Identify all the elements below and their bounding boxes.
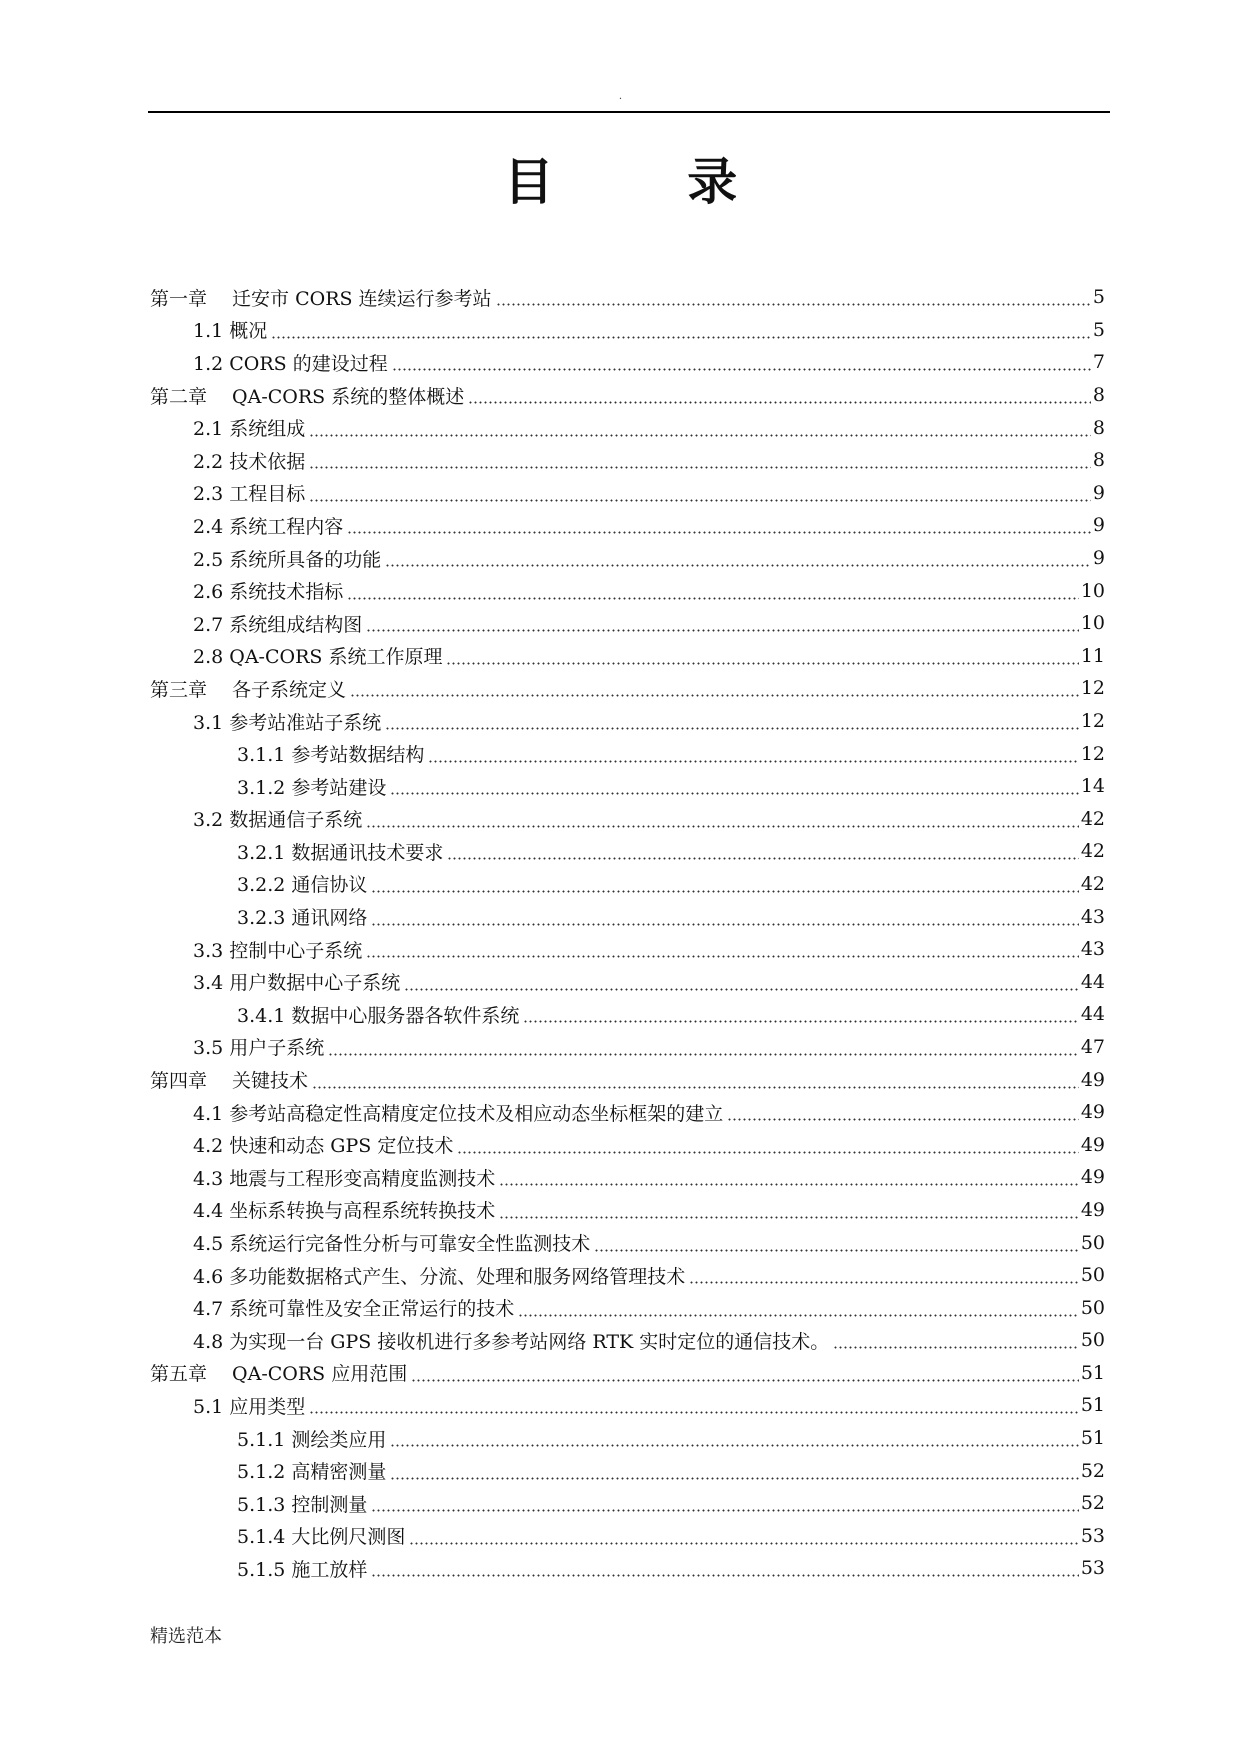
toc-leader-dots [468, 388, 1091, 408]
toc-leader-dots [404, 975, 1079, 995]
toc-entry[interactable] [150, 444, 1105, 477]
toc-entry-page: 9 [1092, 481, 1105, 504]
toc-entry[interactable] [150, 1096, 1105, 1129]
toc-entry-page: 11 [1080, 644, 1105, 667]
toc-leader-dots [366, 812, 1079, 832]
toc-entry[interactable] [150, 868, 1105, 901]
toc-entry-label: 3.2.3 通讯网络 [237, 907, 368, 930]
toc-leader-dots [496, 290, 1091, 310]
toc-entry-page: 14 [1080, 775, 1105, 798]
toc-leader-dots [312, 1073, 1079, 1093]
toc-entry[interactable] [150, 835, 1105, 868]
toc-leader-dots [385, 714, 1079, 734]
toc-entry-page: 52 [1080, 1459, 1105, 1482]
toc-entry[interactable] [150, 737, 1105, 770]
toc-leader-dots [446, 649, 1078, 669]
toc-entry-page: 49 [1080, 1101, 1105, 1124]
toc-entry-page: 43 [1080, 905, 1105, 928]
toc-entry-page: 49 [1080, 1198, 1105, 1221]
toc-entry-label: 2.7 系统组成结构图 [193, 613, 363, 636]
toc-entry-label: 2.6 系统技术指标 [193, 581, 344, 604]
toc-entry-label: 4.3 地震与工程形变高精度监测技术 [193, 1167, 496, 1190]
toc-entry-page: 42 [1080, 872, 1105, 895]
toc-entry[interactable] [150, 1259, 1105, 1292]
toc-leader-dots [523, 1007, 1078, 1027]
toc-entry-page: 5 [1092, 318, 1105, 341]
toc-leader-dots [447, 844, 1078, 864]
toc-entry-page: 5 [1092, 286, 1105, 309]
toc-entry-label: 5.1.5 施工放样 [237, 1558, 368, 1581]
toc-entry-page: 8 [1092, 449, 1105, 472]
toc-entry-page: 50 [1080, 1264, 1105, 1287]
toc-entry-page: 53 [1080, 1524, 1105, 1547]
toc-leader-dots [385, 551, 1091, 571]
toc-entry[interactable] [150, 509, 1105, 542]
toc-entry[interactable] [150, 1031, 1105, 1064]
toc-entry-page: 50 [1080, 1296, 1105, 1319]
toc-entry-label: 3.1.2 参考站建设 [237, 776, 387, 799]
toc-entry-label: 3.2.1 数据通讯技术要求 [237, 841, 444, 864]
toc-entry-label: 5.1.3 控制测量 [237, 1493, 368, 1516]
toc-entry-page: 53 [1080, 1557, 1105, 1580]
page-title: 目 录 [503, 152, 796, 211]
toc-leader-dots [371, 1561, 1078, 1581]
toc-entry[interactable] [150, 411, 1105, 444]
toc-entry[interactable] [150, 314, 1105, 347]
toc-entry[interactable] [150, 933, 1105, 966]
toc-leader-dots [689, 1268, 1079, 1288]
toc-entry[interactable] [150, 998, 1105, 1031]
toc-entry-label: 2.5 系统所具备的功能 [193, 548, 382, 571]
toc-entry[interactable] [150, 1357, 1105, 1390]
toc-leader-dots [366, 942, 1079, 962]
toc-entry-label: 3.4.1 数据中心服务器各软件系统 [237, 1004, 520, 1027]
toc-entry[interactable] [150, 1291, 1105, 1324]
toc-entry-label: 4.7 系统可靠性及安全正常运行的技术 [193, 1298, 515, 1321]
toc-entry[interactable] [150, 1063, 1105, 1096]
toc-entry-label: 第五章 QA-CORS 应用范围 [150, 1363, 408, 1386]
toc-entry[interactable] [150, 672, 1105, 705]
toc-entry-page: 49 [1080, 1133, 1105, 1156]
toc-entry[interactable] [150, 281, 1105, 314]
toc-entry-label: 1.1 概况 [193, 320, 268, 343]
toc-entry-page: 49 [1080, 1166, 1105, 1189]
toc-leader-dots [390, 1431, 1078, 1451]
toc-leader-dots [366, 616, 1079, 636]
toc-entry-label: 4.6 多功能数据格式产生、分流、处理和服务网络管理技术 [193, 1265, 686, 1288]
toc-entry-label: 5.1.4 大比例尺测图 [237, 1526, 406, 1549]
toc-entry-page: 42 [1080, 840, 1105, 863]
toc-entry[interactable] [150, 1454, 1105, 1487]
toc-leader-dots [347, 584, 1079, 604]
table-of-contents [150, 281, 1105, 1585]
toc-entry[interactable] [150, 770, 1105, 803]
toc-entry[interactable] [150, 1389, 1105, 1422]
toc-entry-label: 3.2 数据通信子系统 [193, 809, 363, 832]
toc-entry-page: 12 [1080, 677, 1105, 700]
toc-entry-label: 2.8 QA-CORS 系统工作原理 [193, 646, 443, 669]
toc-entry[interactable] [150, 1226, 1105, 1259]
toc-entry[interactable] [150, 803, 1105, 836]
toc-leader-dots [457, 1138, 1078, 1158]
toc-leader-dots [409, 1529, 1078, 1549]
toc-entry-label: 3.1.1 参考站数据结构 [237, 744, 425, 767]
toc-entry-page: 44 [1080, 1003, 1105, 1026]
toc-entry[interactable] [150, 574, 1105, 607]
toc-entry[interactable] [150, 900, 1105, 933]
toc-entry-label: 5.1.1 测绘类应用 [237, 1428, 387, 1451]
toc-entry-label: 2.3 工程目标 [193, 483, 306, 506]
toc-entry-label: 第三章 各子系统定义 [150, 678, 347, 701]
footer-text: 精选范本 [150, 1626, 222, 1647]
toc-entry-label: 3.4 用户数据中心子系统 [193, 972, 401, 995]
toc-entry-label: 1.2 CORS 的建设过程 [193, 352, 388, 375]
toc-leader-dots [499, 1203, 1079, 1223]
toc-entry-label: 3.3 控制中心子系统 [193, 939, 363, 962]
toc-entry-label: 4.1 参考站高稳定性高精度定位技术及相应动态坐标框架的建立 [193, 1102, 724, 1125]
toc-entry[interactable] [150, 705, 1105, 738]
toc-entry-page: 12 [1080, 742, 1105, 765]
toc-entry-page: 49 [1080, 1068, 1105, 1091]
toc-entry[interactable] [150, 965, 1105, 998]
toc-entry-page: 52 [1080, 1492, 1105, 1515]
toc-leader-dots [833, 1333, 1079, 1353]
toc-leader-dots [499, 1170, 1079, 1190]
toc-leader-dots [271, 323, 1091, 343]
toc-entry-label: 4.4 坐标系转换与高程系统转换技术 [193, 1200, 496, 1223]
toc-entry[interactable] [150, 640, 1105, 673]
toc-leader-dots [309, 486, 1091, 506]
toc-entry-page: 51 [1080, 1394, 1105, 1417]
toc-leader-dots [309, 453, 1091, 473]
toc-entry[interactable] [150, 1552, 1105, 1585]
toc-leader-dots [371, 1496, 1078, 1516]
toc-leader-dots [392, 355, 1091, 375]
toc-entry-page: 47 [1080, 1035, 1105, 1058]
toc-leader-dots [411, 1366, 1079, 1386]
toc-leader-dots [309, 1398, 1079, 1418]
toc-entry-label: 4.2 快速和动态 GPS 定位技术 [193, 1135, 454, 1158]
toc-entry-label: 3.2.2 通信协议 [237, 874, 368, 897]
toc-entry[interactable] [150, 1161, 1105, 1194]
toc-entry[interactable] [150, 1128, 1105, 1161]
header-rule [148, 111, 1110, 113]
toc-entry-page: 7 [1092, 351, 1105, 374]
toc-leader-dots [371, 877, 1078, 897]
toc-entry-page: 8 [1092, 416, 1105, 439]
toc-entry[interactable] [150, 1520, 1105, 1553]
toc-leader-dots [350, 681, 1079, 701]
toc-entry-label: 4.8 为实现一台 GPS 接收机进行多参考站网络 RTK 实时定位的通信技术。 [193, 1330, 830, 1353]
toc-leader-dots [328, 1040, 1079, 1060]
toc-entry-label: 5.1 应用类型 [193, 1395, 306, 1418]
toc-entry-page: 9 [1092, 547, 1105, 570]
toc-leader-dots [518, 1301, 1079, 1321]
toc-leader-dots [594, 1236, 1079, 1256]
toc-entry[interactable] [150, 379, 1105, 412]
header-mark: . [618, 91, 623, 102]
toc-entry-label: 3.1 参考站准站子系统 [193, 711, 382, 734]
toc-entry[interactable] [150, 607, 1105, 640]
toc-entry[interactable] [150, 542, 1105, 575]
toc-leader-dots [347, 518, 1091, 538]
toc-entry[interactable] [150, 1324, 1105, 1357]
toc-leader-dots [371, 910, 1078, 930]
toc-entry[interactable] [150, 1487, 1105, 1520]
toc-entry-page: 43 [1080, 938, 1105, 961]
toc-entry-label: 3.5 用户子系统 [193, 1037, 325, 1060]
toc-entry-page: 9 [1092, 514, 1105, 537]
toc-leader-dots [727, 1105, 1079, 1125]
toc-entry[interactable] [150, 1194, 1105, 1227]
toc-entry[interactable] [150, 1422, 1105, 1455]
toc-entry[interactable] [150, 346, 1105, 379]
toc-leader-dots [428, 747, 1078, 767]
toc-entry-page: 10 [1080, 612, 1105, 635]
toc-entry-label: 5.1.2 高精密测量 [237, 1461, 387, 1484]
toc-leader-dots [309, 421, 1091, 441]
toc-entry-page: 12 [1080, 710, 1105, 733]
toc-entry-label: 第四章 关键技术 [150, 1070, 309, 1093]
toc-entry-page: 51 [1080, 1361, 1105, 1384]
toc-entry[interactable] [150, 477, 1105, 510]
toc-entry-page: 50 [1080, 1231, 1105, 1254]
toc-entry-page: 50 [1080, 1329, 1105, 1352]
toc-entry-page: 10 [1080, 579, 1105, 602]
toc-entry-page: 42 [1080, 807, 1105, 830]
toc-leader-dots [390, 1464, 1078, 1484]
toc-entry-label: 第一章 迁安市 CORS 连续运行参考站 [150, 287, 492, 310]
toc-entry-label: 第二章 QA-CORS 系统的整体概述 [150, 385, 465, 408]
toc-entry-label: 4.5 系统运行完备性分析与可靠安全性监测技术 [193, 1233, 591, 1256]
toc-entry-label: 2.1 系统组成 [193, 418, 306, 441]
toc-entry-page: 44 [1080, 970, 1105, 993]
toc-entry-page: 8 [1092, 384, 1105, 407]
toc-leader-dots [390, 779, 1078, 799]
toc-entry-label: 2.4 系统工程内容 [193, 515, 344, 538]
toc-entry-label: 2.2 技术依据 [193, 450, 306, 473]
toc-entry-page: 51 [1080, 1427, 1105, 1450]
